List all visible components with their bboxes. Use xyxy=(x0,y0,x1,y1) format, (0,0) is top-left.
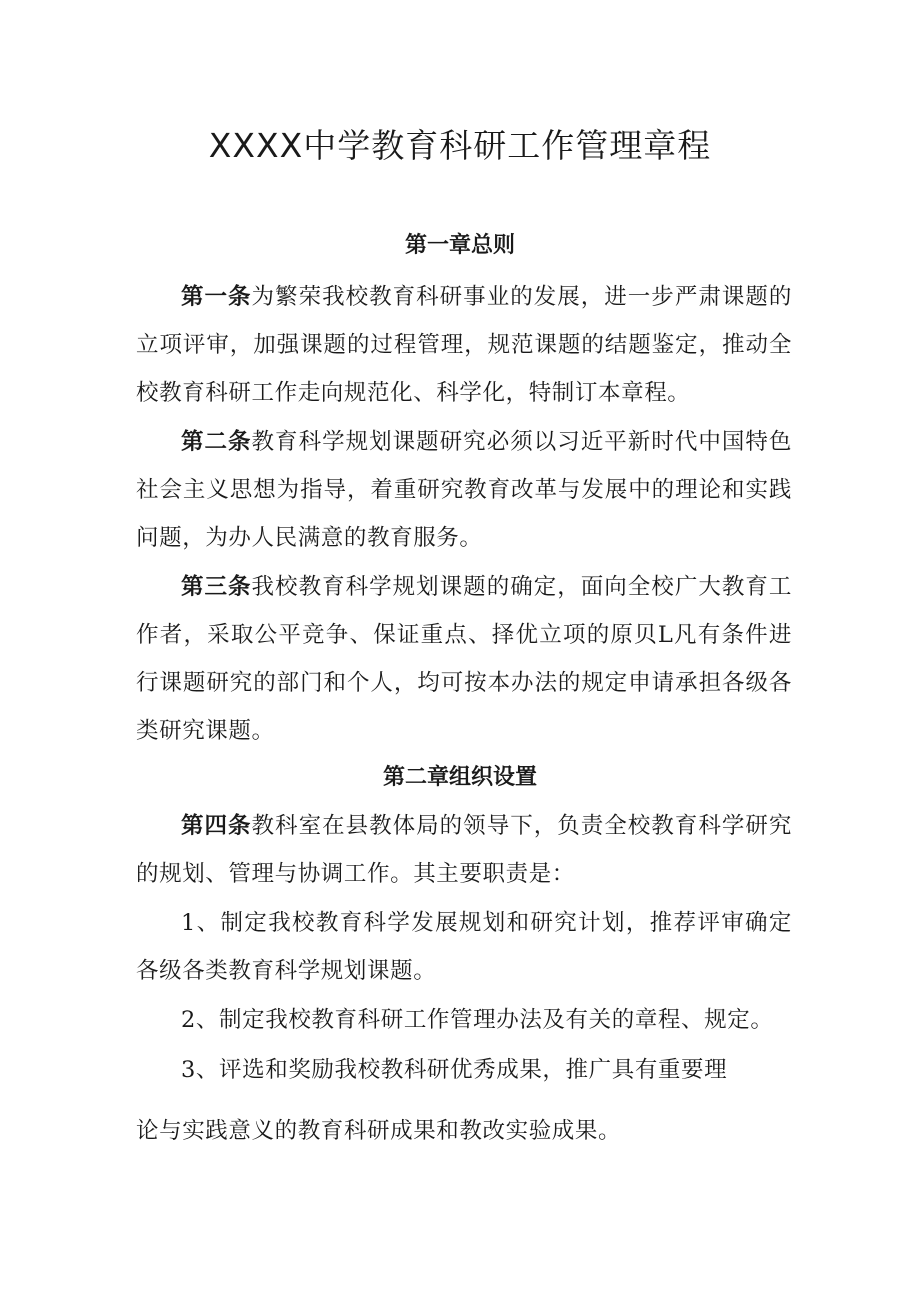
chapter-heading-2: 第二章组织设置 xyxy=(382,764,537,790)
article-text: 我校教育科学规划课题的确定，面向全校广大教育工作者，采取公平竞争、保证重点、择优立项的原贝L凡有条件进行课题研究的部门和个人，均可按本办法的规定申请承担各级各类研究课题。 xyxy=(136,574,792,744)
article-text: 为繁荣我校教育科研事业的发展，进一步严肃课题的立项评审，加强课题的过程管理，规范课题的结题鉴定，推动全校教育科研工作走向规范化、科学化，特制订本章程。 xyxy=(136,284,792,406)
article-3 xyxy=(136,563,792,755)
article-label: 第二条 xyxy=(181,429,252,455)
article-4 xyxy=(136,802,792,898)
article-2 xyxy=(136,418,792,562)
article-text: 教育科学规划课题研究必须以习近平新时代中国特色社会主义思想为指导，着重研究教育改革与发展中的理论和实践问题，为办人民满意的教育服务。 xyxy=(136,429,792,551)
list-item-3-continuation: 论与实践意义的教育科研成果和教改实验成果。 xyxy=(136,1118,622,1144)
list-item-2: 2、制定我校教育科研工作管理办法及有关的章程、规定。 xyxy=(181,1007,774,1033)
list-item-1: 1、制定我校教育科学发展规划和研究计划，推荐评审确定各级各类教育科学规划课题。 xyxy=(136,910,792,984)
document-title: XXXX中学教育科研工作管理章程 xyxy=(208,126,712,165)
article-label: 第四条 xyxy=(181,813,252,839)
article-1 xyxy=(136,273,792,417)
list-item-3: 3、评选和奖励我校教科研优秀成果，推广具有重要理 xyxy=(181,1057,728,1083)
article-text: 教科室在县教体局的领导下，负责全校教育科学研究的规划、管理与协调工作。其主要职责是： xyxy=(136,813,792,887)
article-label: 第三条 xyxy=(181,574,252,600)
chapter-heading-1: 第一章总则 xyxy=(404,232,515,258)
article-label: 第一条 xyxy=(181,284,252,310)
